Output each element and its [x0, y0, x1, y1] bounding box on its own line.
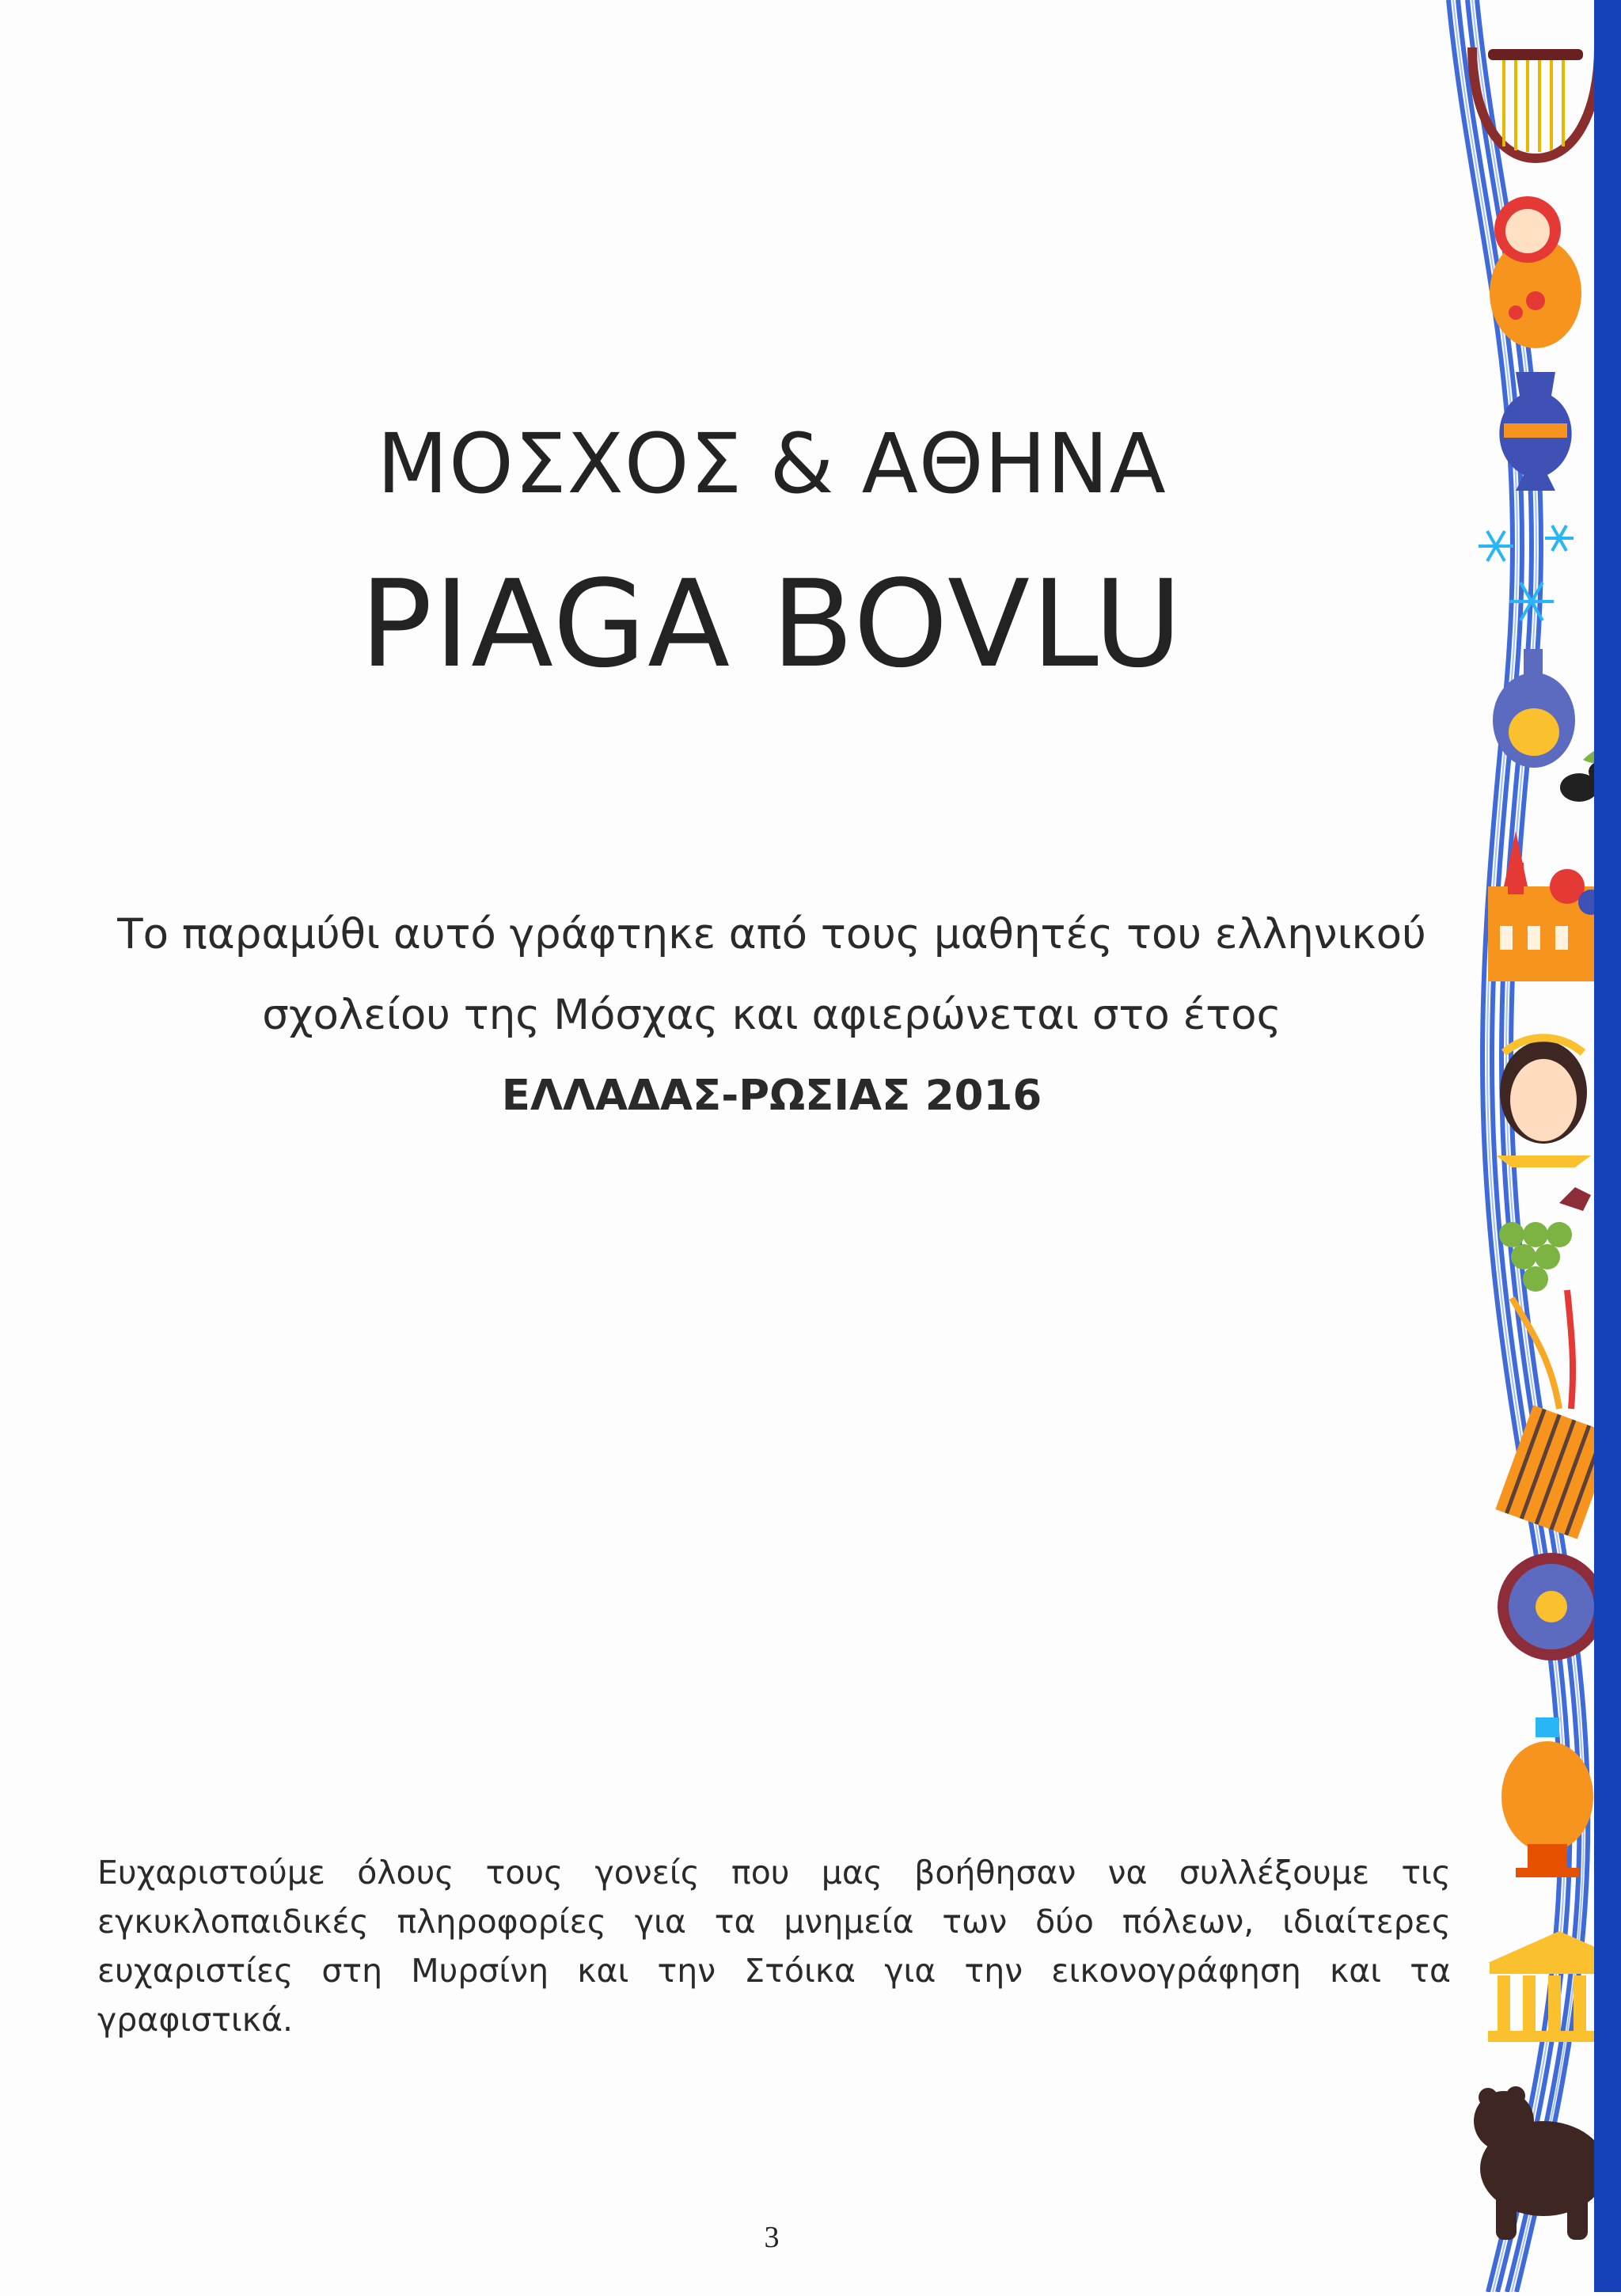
title-line-2: PIAGA BOVLU — [359, 554, 1184, 694]
acknowledgements-paragraph: Ευχαριστούμε όλους τους γονείς που μας βοήθησαν να συλλέξουμε τις εγκυκλοπαιδικές πληροφορίες για τα μνημεία των δύο πόλεων, ιδιαίτερες ευχαριστίες στη Μυρσίνη και την Στόικα για την εικονογράφηση και τα γραφιστικά. — [97, 1854, 1451, 2039]
matryoshka-icon — [1490, 196, 1581, 348]
dedication-line-2: σχολείου της Μόσχας και αφιερώνεται στο έτος — [262, 991, 1281, 1039]
title-line-1: ΜΟΣΧΟΣ & ΑΘΗΝΑ — [377, 416, 1167, 512]
olive-oil-jug-icon — [1493, 649, 1575, 768]
border-blue-bar — [1594, 0, 1621, 2292]
dedication-line-1: Το παραμύθι αυτό γράφτηκε από τους μαθητές του ελληνικού — [117, 910, 1426, 958]
greek-shield-icon — [1498, 1553, 1605, 1660]
kremlin-icon — [1488, 831, 1604, 981]
decorative-border — [1441, 0, 1621, 2292]
dedication-line-3: ΕΛΛΑΔΑΣ-ΡΩΣΙΑΣ 2016 — [501, 1072, 1042, 1120]
page-number: 3 — [764, 2221, 780, 2254]
dedication-text — [47, 894, 1496, 1137]
snowflake-icon — [1479, 526, 1574, 620]
